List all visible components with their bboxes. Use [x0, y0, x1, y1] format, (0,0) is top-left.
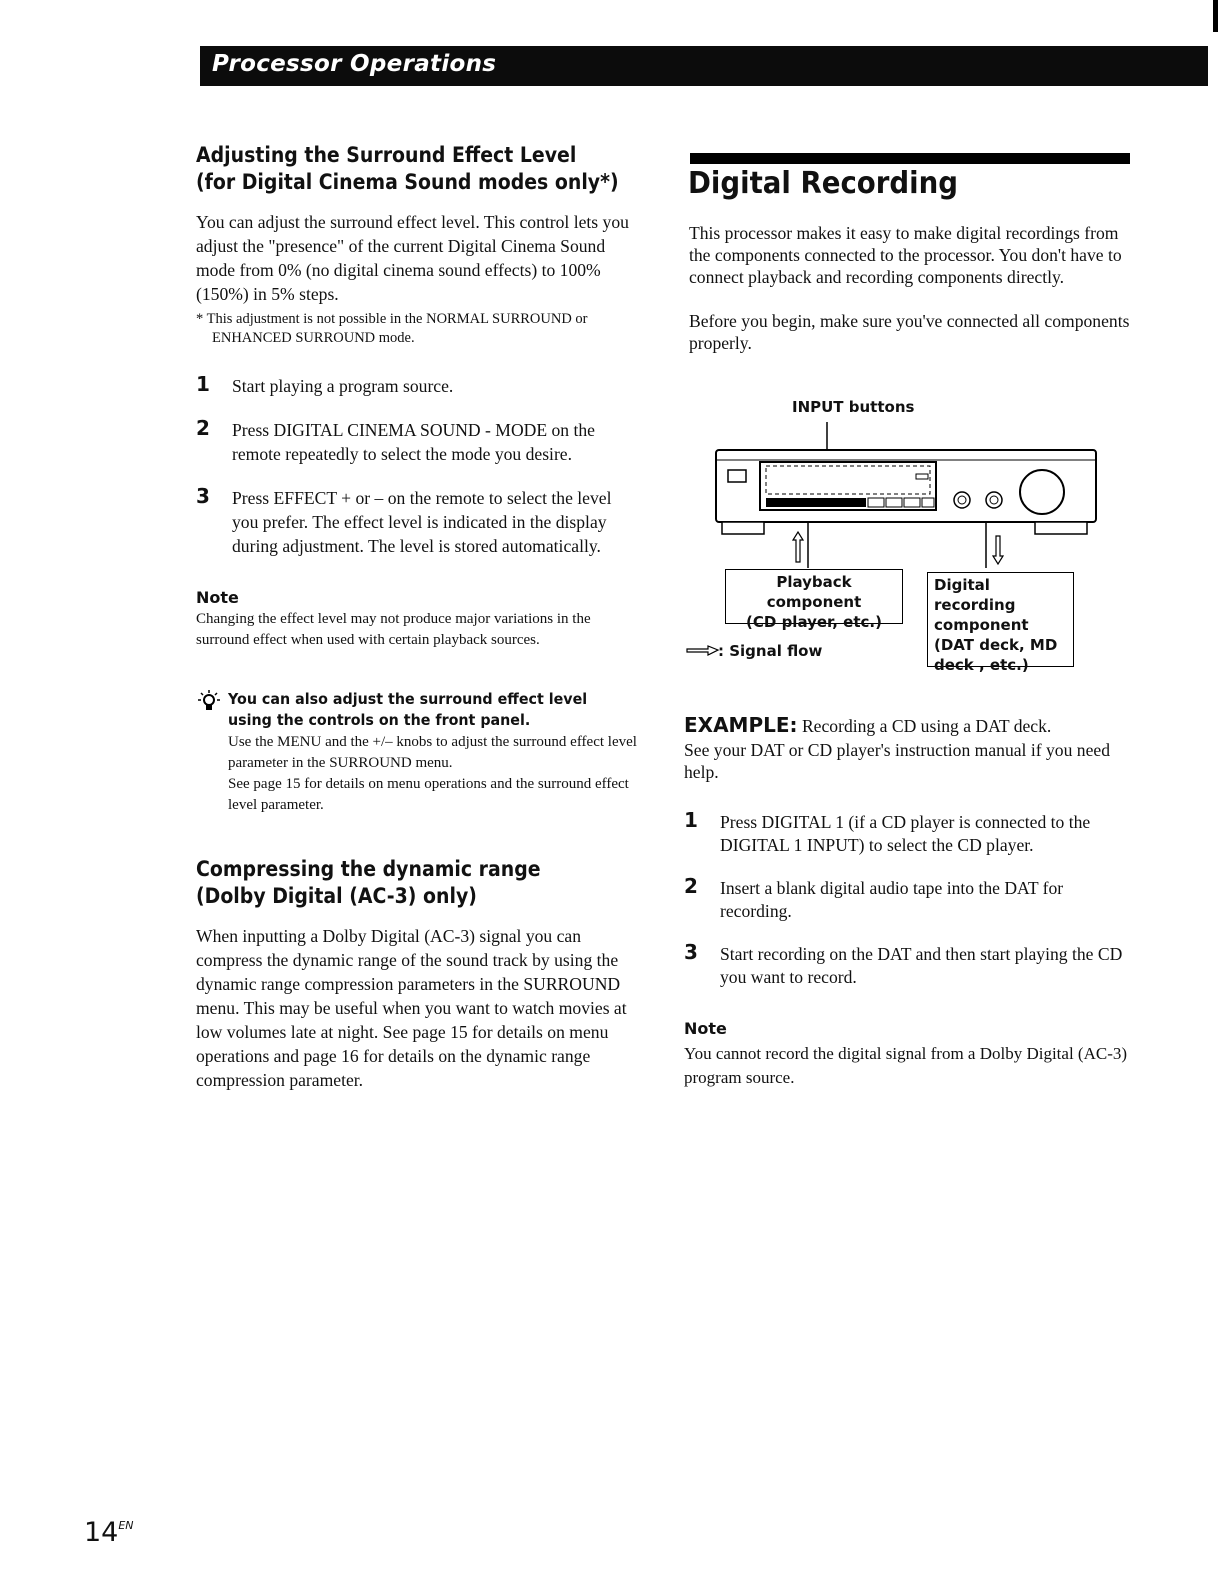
- playback-box-line1: Playback component: [766, 573, 862, 611]
- lightbulb-icon: [198, 689, 224, 717]
- step-text: Press DIGITAL CINEMA SOUND - MODE on the remote repeatedly to select the mode you desire.: [232, 420, 595, 464]
- playback-box-line2: (CD player, etc.): [746, 613, 882, 631]
- surround-footnote: * This adjustment is not possible in the NORMAL SURROUND or ENHANCED SURROUND mode.: [196, 311, 588, 346]
- left-column: [196, 142, 641, 1092]
- surround-intro: You can adjust the surround effect level. This control lets you adjust the "presence" of the current Digital Cinema Sound mode from 0% (no digital cinema sound effects) to 100%(150%) in 5% steps.: [196, 212, 629, 304]
- example-line: [684, 712, 1134, 739]
- section-header-bar: [200, 46, 1208, 86]
- step-text: Start recording on the DAT and then start playing the CD you want to record.: [720, 944, 1123, 987]
- step-number: 1: [196, 372, 210, 396]
- input-buttons-label: INPUT buttons: [792, 398, 915, 416]
- compress-text: When inputting a Dolby Digital (AC-3) signal you can compress the dynamic range of the sound track by using the dynamic range compression parameters in the SURROUND menu. This may be useful when you want to watch movies at low volumes late at night. See page 15 for details on menu operations and page 16 for details on the dynamic range compression parameter.: [196, 926, 627, 1090]
- recording-box-line2: component: [934, 616, 1029, 634]
- surround-step-2: [196, 418, 641, 466]
- tip-text-1: Use the MENU and the +/– knobs to adjust the surround effect level parameter in the SURROUND menu.: [228, 734, 637, 771]
- playback-component-box: [725, 569, 903, 631]
- page-number-value: 14: [84, 1517, 119, 1548]
- tip-text-2: See page 15 for details on menu operations and the surround effect level parameter.: [228, 776, 629, 813]
- tip-heading: You can also adjust the surround effect level using the controls on the front panel.: [228, 690, 588, 729]
- surround-step-1: [196, 374, 641, 398]
- recording-note-heading: Note: [684, 1019, 727, 1038]
- signal-flow-arrow-icon: [686, 645, 720, 657]
- compress-heading: Compressing the dynamic range (Dolby Digital (AC-3) only): [196, 857, 541, 908]
- surround-note-heading: Note: [196, 588, 239, 607]
- surround-heading: [196, 142, 637, 196]
- surround-heading-line1: Adjusting the Surround Effect Level: [196, 143, 577, 167]
- surround-heading-line2: (for Digital Cinema Sound modes only*): [196, 170, 619, 194]
- step-text: Insert a blank digital audio tape into the DAT for recording.: [720, 878, 1064, 921]
- digital-recording-rule: [690, 153, 1130, 164]
- digital-recording-intro: This processor makes it easy to make digital recordings from the components connected to the processor. You don't have to connect playback and recording components directly.: [689, 223, 1122, 287]
- step-text: Press DIGITAL 1 (if a CD player is connected to the DIGITAL 1 INPUT) to select the CD player.: [720, 812, 1091, 855]
- recording-step-2: [684, 874, 1134, 923]
- digital-recording-before: Before you begin, make sure you've connected all components properly.: [689, 311, 1130, 353]
- step-number: 2: [196, 416, 210, 440]
- section-header-title: Processor Operations: [212, 51, 497, 77]
- surround-note-text: Changing the effect level may not produce major variations in the surround effect when used with certain playback sources.: [196, 611, 591, 648]
- step-text: Press EFFECT + or – on the remote to select the level you prefer. The effect level is indicated in the display during adjustment. The level is stored automatically.: [232, 488, 612, 556]
- surround-step-3: [196, 486, 641, 558]
- recording-box-line3: (DAT deck, MD: [934, 636, 1058, 654]
- example-help: See your DAT or CD player's instruction manual if you need help.: [684, 740, 1110, 782]
- digital-recording-intro-block: [689, 222, 1131, 354]
- recording-note-text: You cannot record the digital signal from a Dolby Digital (AC-3) program source.: [684, 1044, 1128, 1087]
- step-number: 1: [684, 808, 698, 832]
- example-text: Recording a CD using a DAT deck.: [801, 716, 1052, 736]
- tip-block: [196, 689, 641, 816]
- step-text: Start playing a program source.: [232, 376, 454, 396]
- page-edge-mark: [1213, 0, 1218, 32]
- recording-step-3: [684, 940, 1134, 989]
- example-label: EXAMPLE:: [684, 713, 798, 737]
- recording-box-line1: Digital recording: [934, 576, 1016, 614]
- step-number: 2: [684, 874, 698, 898]
- page-number-suffix: EN: [118, 1519, 134, 1532]
- signal-flow-label: : Signal flow: [718, 642, 823, 660]
- digital-recording-component-box: [927, 572, 1074, 674]
- digital-recording-title: Digital Recording: [688, 166, 959, 201]
- page-number: [84, 1517, 134, 1548]
- recording-box-line4: deck , etc.): [934, 656, 1029, 674]
- step-number: 3: [196, 484, 210, 508]
- step-number: 3: [684, 940, 698, 964]
- example-block: [684, 712, 1134, 1090]
- recording-step-1: [684, 808, 1134, 857]
